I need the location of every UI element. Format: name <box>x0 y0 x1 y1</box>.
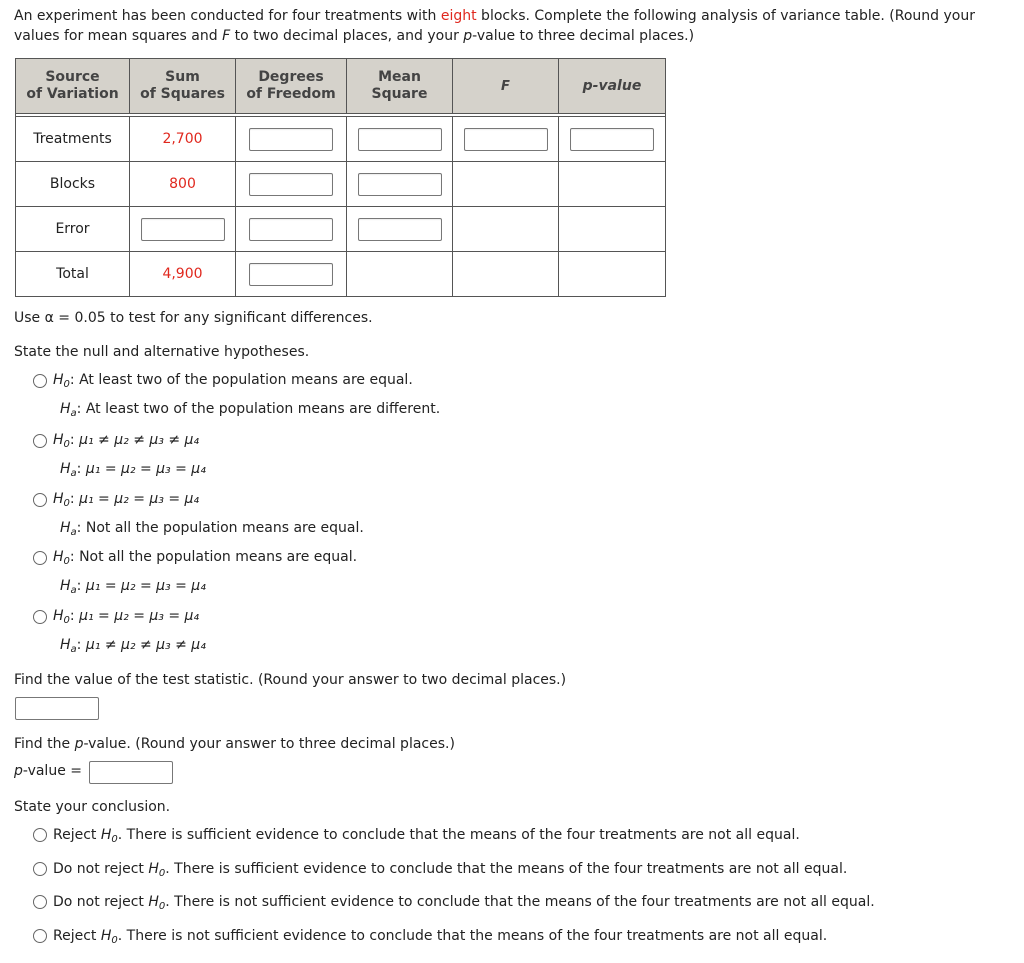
h0-text: Not all the population means are equal. <box>79 549 358 565</box>
radio-button[interactable] <box>33 551 47 565</box>
h0-symbol: $H_0$ <box>148 894 166 912</box>
p-value-label <box>14 763 82 779</box>
h0-symbol: $H_0$ <box>53 549 70 567</box>
header-text: Degrees <box>258 69 324 85</box>
df-blocks-input[interactable] <box>249 173 333 196</box>
conclusion-text: . There is not sufficient evidence to conclude that the means of the four treatments are not all equal. <box>165 894 875 910</box>
h0-symbol: $H_0$ <box>53 491 70 509</box>
header-row <box>16 59 666 114</box>
label-text: -value = <box>22 763 82 779</box>
p-symbol: p <box>14 763 23 779</box>
row-label-blocks: Blocks <box>16 162 130 207</box>
conclusion-text: . There is not sufficient evidence to conclude that the means of the four treatments are not all equal. <box>117 928 828 944</box>
ss-treatments: 2,700 <box>130 117 236 162</box>
header-p-value: p-value <box>559 59 666 114</box>
h0-symbol: $H_0$ <box>100 827 118 845</box>
f-symbol: F <box>222 28 231 44</box>
ha-text: Not all the population means are equal. <box>85 520 364 536</box>
h0-symbol: $H_0$ <box>53 608 70 626</box>
h0-text: At least two of the population means are equal. <box>79 372 413 388</box>
ha-text: At least two of the population means are different. <box>85 401 441 417</box>
header-text: of Variation <box>26 86 119 102</box>
radio-button[interactable] <box>33 374 47 388</box>
row-label-total: Total <box>16 252 130 297</box>
header-source <box>16 59 130 114</box>
conclusion-lead: Do not reject <box>53 894 149 910</box>
anova-table <box>15 58 666 297</box>
intro-text: -value to three decimal places.) <box>472 28 695 44</box>
df-treatments-input[interactable] <box>249 128 333 151</box>
table-row <box>16 252 666 297</box>
df-total-input[interactable] <box>249 263 333 286</box>
header-mean-square <box>347 59 453 114</box>
h0-text: μ₁ = μ₂ = μ₃ = μ₄ <box>79 608 200 624</box>
hypothesis-option-1[interactable]: $H_0$: At least two of the population means are equal. $H_a$: At least two of the population means are different. <box>33 368 440 426</box>
ms-treatments-input[interactable] <box>358 128 442 151</box>
radio-button[interactable] <box>33 610 47 624</box>
header-text: of Freedom <box>246 86 336 102</box>
ha-text: μ₁ = μ₂ = μ₃ = μ₄ <box>85 461 206 477</box>
conclusion-option-2[interactable] <box>33 861 847 879</box>
header-sum-of-squares <box>130 59 236 114</box>
ha-symbol: $H_a$ <box>60 401 77 419</box>
header-text: of Squares <box>140 86 225 102</box>
problem-statement <box>14 6 1004 46</box>
conclusion-option-4[interactable] <box>33 928 827 946</box>
radio-button[interactable] <box>33 929 47 943</box>
ha-symbol: $H_a$ <box>60 520 77 538</box>
conclusion-text: . There is sufficient evidence to conclude that the means of the four treatments are not all equal. <box>117 827 800 843</box>
prompt-text: Find the <box>14 736 75 752</box>
h0-symbol: $H_0$ <box>53 372 70 390</box>
alpha-instruction: Use α = 0.05 to test for any significant differences. <box>14 310 373 326</box>
ha-symbol: $H_a$ <box>60 578 77 596</box>
conclusion-text: . There is sufficient evidence to conclude that the means of the four treatments are not all equal. <box>165 861 848 877</box>
conclusion-lead: Reject <box>53 827 101 843</box>
intro-text: blocks. Complete the following analysis of variance table. (Round your values for mean squares and <box>14 8 975 44</box>
ha-symbol: $H_a$ <box>60 637 77 655</box>
table-row <box>16 117 666 162</box>
ms-error-input[interactable] <box>358 218 442 241</box>
row-label-treatments: Treatments <box>16 117 130 162</box>
h0-symbol: $H_0$ <box>100 928 118 946</box>
radio-button[interactable] <box>33 434 47 448</box>
prompt-text: -value. (Round your answer to three decimal places.) <box>83 736 455 752</box>
header-text: Source <box>45 69 100 85</box>
ss-blocks: 800 <box>130 162 236 207</box>
header-text: Sum <box>165 69 200 85</box>
header-degrees-of-freedom <box>236 59 347 114</box>
hypothesis-option-2[interactable]: $H_0$: μ₁ ≠ μ₂ ≠ μ₃ ≠ μ₄ $H_a$: μ₁ = μ₂ = μ₃ = μ₄ <box>33 428 206 486</box>
header-f: F <box>453 59 559 114</box>
h0-text: μ₁ = μ₂ = μ₃ = μ₄ <box>79 491 200 507</box>
test-statistic-prompt: Find the value of the test statistic. (Round your answer to two decimal places.) <box>14 672 567 688</box>
row-label-error: Error <box>16 207 130 252</box>
p-value-input[interactable] <box>89 761 173 784</box>
hypothesis-option-4[interactable]: $H_0$: Not all the population means are equal. $H_a$: μ₁ = μ₂ = μ₃ = μ₄ <box>33 545 357 603</box>
table-row <box>16 162 666 207</box>
conclusion-lead: Do not reject <box>53 861 149 877</box>
radio-button[interactable] <box>33 828 47 842</box>
test-statistic-input[interactable] <box>15 697 99 720</box>
radio-button[interactable] <box>33 862 47 876</box>
p-symbol: p <box>74 736 84 752</box>
hypothesis-option-3[interactable]: $H_0$: μ₁ = μ₂ = μ₃ = μ₄ $H_a$: Not all the population means are equal. <box>33 487 364 545</box>
h0-text: μ₁ ≠ μ₂ ≠ μ₃ ≠ μ₄ <box>79 432 200 448</box>
ss-total: 4,900 <box>130 252 236 297</box>
h0-symbol: $H_0$ <box>53 432 70 450</box>
conclusion-option-1[interactable] <box>33 827 800 845</box>
ha-symbol: $H_a$ <box>60 461 77 479</box>
ms-blocks-input[interactable] <box>358 173 442 196</box>
hypothesis-option-5[interactable]: $H_0$: μ₁ = μ₂ = μ₃ = μ₄ $H_a$: μ₁ ≠ μ₂ ≠ μ₃ ≠ μ₄ <box>33 604 206 662</box>
conclusion-prompt: State your conclusion. <box>14 799 171 815</box>
blocks-count: eight <box>440 8 477 24</box>
table-row <box>16 207 666 252</box>
radio-button[interactable] <box>33 895 47 909</box>
ha-text: μ₁ = μ₂ = μ₃ = μ₄ <box>85 578 206 594</box>
h0-symbol: $H_0$ <box>148 861 166 879</box>
conclusion-lead: Reject <box>53 928 101 944</box>
p-value-prompt <box>14 736 455 752</box>
hypotheses-prompt: State the null and alternative hypotheses. <box>14 344 310 360</box>
header-text: Mean <box>378 69 421 85</box>
df-error-input[interactable] <box>249 218 333 241</box>
radio-button[interactable] <box>33 493 47 507</box>
intro-text: to two decimal places, and your <box>230 28 464 44</box>
conclusion-option-3[interactable] <box>33 894 875 912</box>
header-text: Square <box>371 86 428 102</box>
intro-text: An experiment has been conducted for four treatments with <box>14 8 441 24</box>
f-treatments-input[interactable] <box>464 128 548 151</box>
p-symbol: p <box>463 28 473 44</box>
p-value-treatments-input[interactable] <box>570 128 654 151</box>
ss-error-input[interactable] <box>141 218 225 241</box>
ha-text: μ₁ ≠ μ₂ ≠ μ₃ ≠ μ₄ <box>85 637 206 653</box>
